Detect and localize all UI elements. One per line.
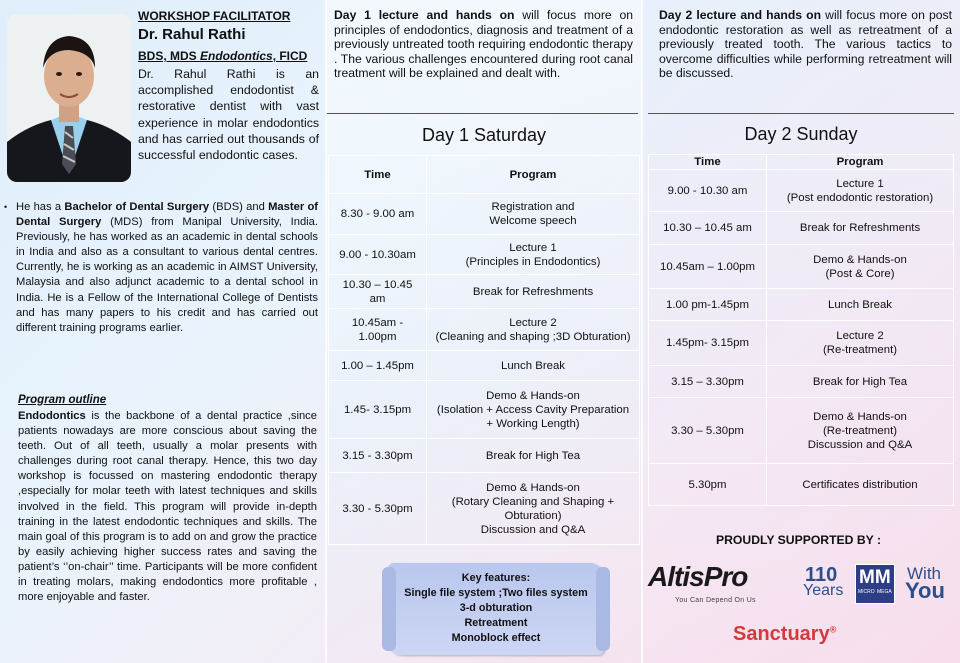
day2-row-time: 10.45am – 1.00pm <box>649 245 767 289</box>
day1-schedule-row <box>329 275 640 309</box>
day1-row-time: 10.30 – 10.45 am <box>329 275 427 309</box>
altispro-tagline: You Can Depend On Us <box>675 597 756 604</box>
day1-time-header: Time <box>329 156 427 194</box>
program-outline-text <box>18 409 317 605</box>
you-word: You <box>905 578 945 603</box>
key-feature-item: Monoblock effect <box>451 632 541 644</box>
day1-header-row <box>329 156 640 194</box>
sanctuary-word: Sanctuary <box>733 623 830 645</box>
day2-schedule-row <box>649 170 954 212</box>
day2-row-time: 9.00 - 10.30 am <box>649 170 767 212</box>
day2-time-header: Time <box>649 155 767 170</box>
day1-row-program: Demo & Hands-on (Rotary Cleaning and Shaping + Obturation) Discussion and Q&A <box>427 473 640 545</box>
scroll-right-edge <box>596 567 610 651</box>
years-number: 110 <box>805 564 838 586</box>
day1-row-program: Demo & Hands-on (Isolation + Access Cavity Preparation + Working Length) <box>427 381 640 439</box>
day2-row-time: 10.30 – 10.45 am <box>649 212 767 245</box>
day2-row-program: Lecture 2 (Re-treatment) <box>767 321 954 366</box>
day1-intro-rest: will focus more on principles of endodontics, diagnosis and treatment of a previously untreated tooth requiring endodontic therapy . The various challenges encountered during root canal treatment will be explained and dealt with. <box>334 8 634 81</box>
day2-intro-bold: Day 2 lecture and hands on <box>659 8 822 22</box>
day2-row-time: 3.15 – 3.30pm <box>649 366 767 398</box>
day1-row-time: 1.45- 3.15pm <box>329 381 427 439</box>
day1-row-program: Break for High Tea <box>427 439 640 473</box>
day1-row-time: 3.15 - 3.30pm <box>329 439 427 473</box>
day2-row-program: Certificates distribution <box>767 464 954 506</box>
key-features-title: Key features: <box>461 572 531 584</box>
day2-row-program: Demo & Hands-on (Post & Core) <box>767 245 954 289</box>
key-feature-item: Single file system ;Two files system <box>404 587 588 599</box>
facilitator-qualifications <box>138 49 307 63</box>
day1-intro <box>334 8 633 81</box>
facilitator-photo <box>7 14 131 182</box>
facilitator-column <box>0 0 326 663</box>
day2-row-program: Lecture 1 (Post endodontic restoration) <box>767 170 954 212</box>
day1-row-time: 1.00 – 1.45pm <box>329 351 427 381</box>
outline-body: is the backbone of a dental practice ,since patients nowadays are more conscious about saving the teeth. Out of all teeth, usually a molar presents with challenges during root canal therapy. Hence, this two day workshop is focussed on mastering endodontic therapy ,especially for molar teeth with latest techniques and skills involved in the field. This program will provide in-depth training in the latest endodontic techniques and skills. The main goal of this program is to add on and grow the practice by easily achieving higher success rates and saving the patient’s ‘’on-chair’’ time. Participants will be more confident in treating molars, making endodontics more profitable , more enjoyable and faster. <box>18 410 317 604</box>
sanctuary-logo <box>733 623 836 646</box>
day2-rule <box>648 113 954 114</box>
with-word: With <box>907 564 941 583</box>
day2-schedule-row <box>649 289 954 321</box>
day1-row-time: 8.30 - 9.00 am <box>329 194 427 235</box>
micro-mega-badge <box>855 564 895 604</box>
bio-bold-2: Master of Dental Surgery <box>16 201 319 229</box>
key-features-box <box>388 563 604 655</box>
day1-rule <box>326 113 638 114</box>
day2-schedule-row <box>649 366 954 398</box>
day1-schedule-row <box>329 309 640 351</box>
key-feature-item: Retreatment <box>464 617 528 629</box>
column-divider <box>641 0 643 663</box>
day1-row-time: 9.00 - 10.30am <box>329 235 427 275</box>
day2-program-header: Program <box>767 155 954 170</box>
day2-row-time: 1.00 pm-1.45pm <box>649 289 767 321</box>
day2-row-program: Demo & Hands-on (Re-treatment) Discussion and Q&A <box>767 398 954 464</box>
day2-row-time: 5.30pm <box>649 464 767 506</box>
day1-intro-bold: Day 1 lecture and hands on <box>334 8 515 22</box>
altis-word: Altis <box>648 561 704 592</box>
registered-mark: ® <box>829 624 837 635</box>
day1-row-program: Lunch Break <box>427 351 640 381</box>
bio-text-3: (MDS) from Manipal University, India. Previously, he has worked as an academic in dental schools in India and also as a consultant to various dental centres. Currently, he is working as an academic in AIMST University, Malaysia and also adjunct academic to a dental school in India. He is a Fellow of the International College of Dentists and has many papers to his credit and has carried out different training programs earlier. <box>16 216 318 334</box>
workshop-facilitator-label: WORKSHOP FACILITATOR <box>138 9 291 23</box>
day1-row-program: Registration and Welcome speech <box>427 194 640 235</box>
quals-italic: Endodontics <box>200 49 273 63</box>
day2-intro <box>659 8 952 81</box>
micro-mega-110-years-logo <box>803 564 953 606</box>
day2-schedule-row <box>649 464 954 506</box>
day1-schedule-table <box>328 155 640 545</box>
bio-bold-1: Bachelor of Dental Surgery <box>64 201 210 213</box>
supported-by-heading: PROUDLY SUPPORTED BY : <box>716 533 882 547</box>
day1-schedule-row <box>329 235 640 275</box>
day1-row-time: 3.30 - 5.30pm <box>329 473 427 545</box>
day1-schedule-row <box>329 194 640 235</box>
facilitator-name: Dr. Rahul Rathi <box>138 26 246 43</box>
day1-schedule-row <box>329 381 640 439</box>
day1-title: Day 1 Saturday <box>421 125 547 145</box>
bio-text-1: He has a <box>16 201 65 213</box>
years-word: Years <box>803 582 844 599</box>
scroll-left-edge <box>382 567 396 651</box>
day2-intro-rest: will focus more on post endodontic restoration as well as retreatment of a previously treated tooth. The various tactics to overcome difficulties while performing retreatment will be discussed. <box>659 8 952 81</box>
day2-schedule-row <box>649 398 954 464</box>
bullet-icon: • <box>4 202 8 212</box>
column-divider <box>325 0 327 663</box>
day1-schedule-row <box>329 473 640 545</box>
day2-schedule-table <box>648 154 954 506</box>
day2-row-program: Break for Refreshments <box>767 212 954 245</box>
day1-row-program: Lecture 1 (Principles in Endodontics) <box>427 235 640 275</box>
program-outline-heading: Program outline <box>18 394 107 406</box>
day1-row-program: Break for Refreshments <box>427 275 640 309</box>
quals-end: , FICD <box>272 49 308 63</box>
day1-schedule-row <box>329 351 640 381</box>
outline-lead: Endodontics <box>18 410 86 422</box>
day1-schedule-row <box>329 439 640 473</box>
day2-header-row <box>649 155 954 170</box>
day2-schedule-row <box>649 321 954 366</box>
mm-top-text: MICRO <box>858 589 875 595</box>
mm-icon: MM <box>859 567 891 588</box>
day2-row-time: 1.45pm- 3.15pm <box>649 321 767 366</box>
altispro-logo <box>648 561 747 593</box>
day2-row-program: Break for High Tea <box>767 366 954 398</box>
pro-word: Pro <box>703 561 748 592</box>
day2-row-time: 3.30 – 5.30pm <box>649 398 767 464</box>
day1-row-time: 10.45am - 1.00pm <box>329 309 427 351</box>
day2-title: Day 2 Sunday <box>744 124 858 144</box>
bio-text-2: (BDS) and <box>209 201 269 213</box>
key-feature-item: 3-d obturation <box>459 602 533 614</box>
day2-schedule-row <box>649 245 954 289</box>
day1-program-header: Program <box>427 156 640 194</box>
facilitator-bio <box>4 200 319 336</box>
day1-row-program: Lecture 2 (Cleaning and shaping ;3D Obturation) <box>427 309 640 351</box>
quals-plain: BDS, MDS <box>138 49 201 63</box>
day2-schedule-row <box>649 212 954 245</box>
mm-bottom-text: MEGA <box>877 589 892 595</box>
facilitator-intro: Dr. Rahul Rathi is an accomplished endodontist & restorative dentist with vast experience in molar endodontics and has carried out thousands of successful endodontic cases. <box>138 67 319 163</box>
day2-row-program: Lunch Break <box>767 289 954 321</box>
